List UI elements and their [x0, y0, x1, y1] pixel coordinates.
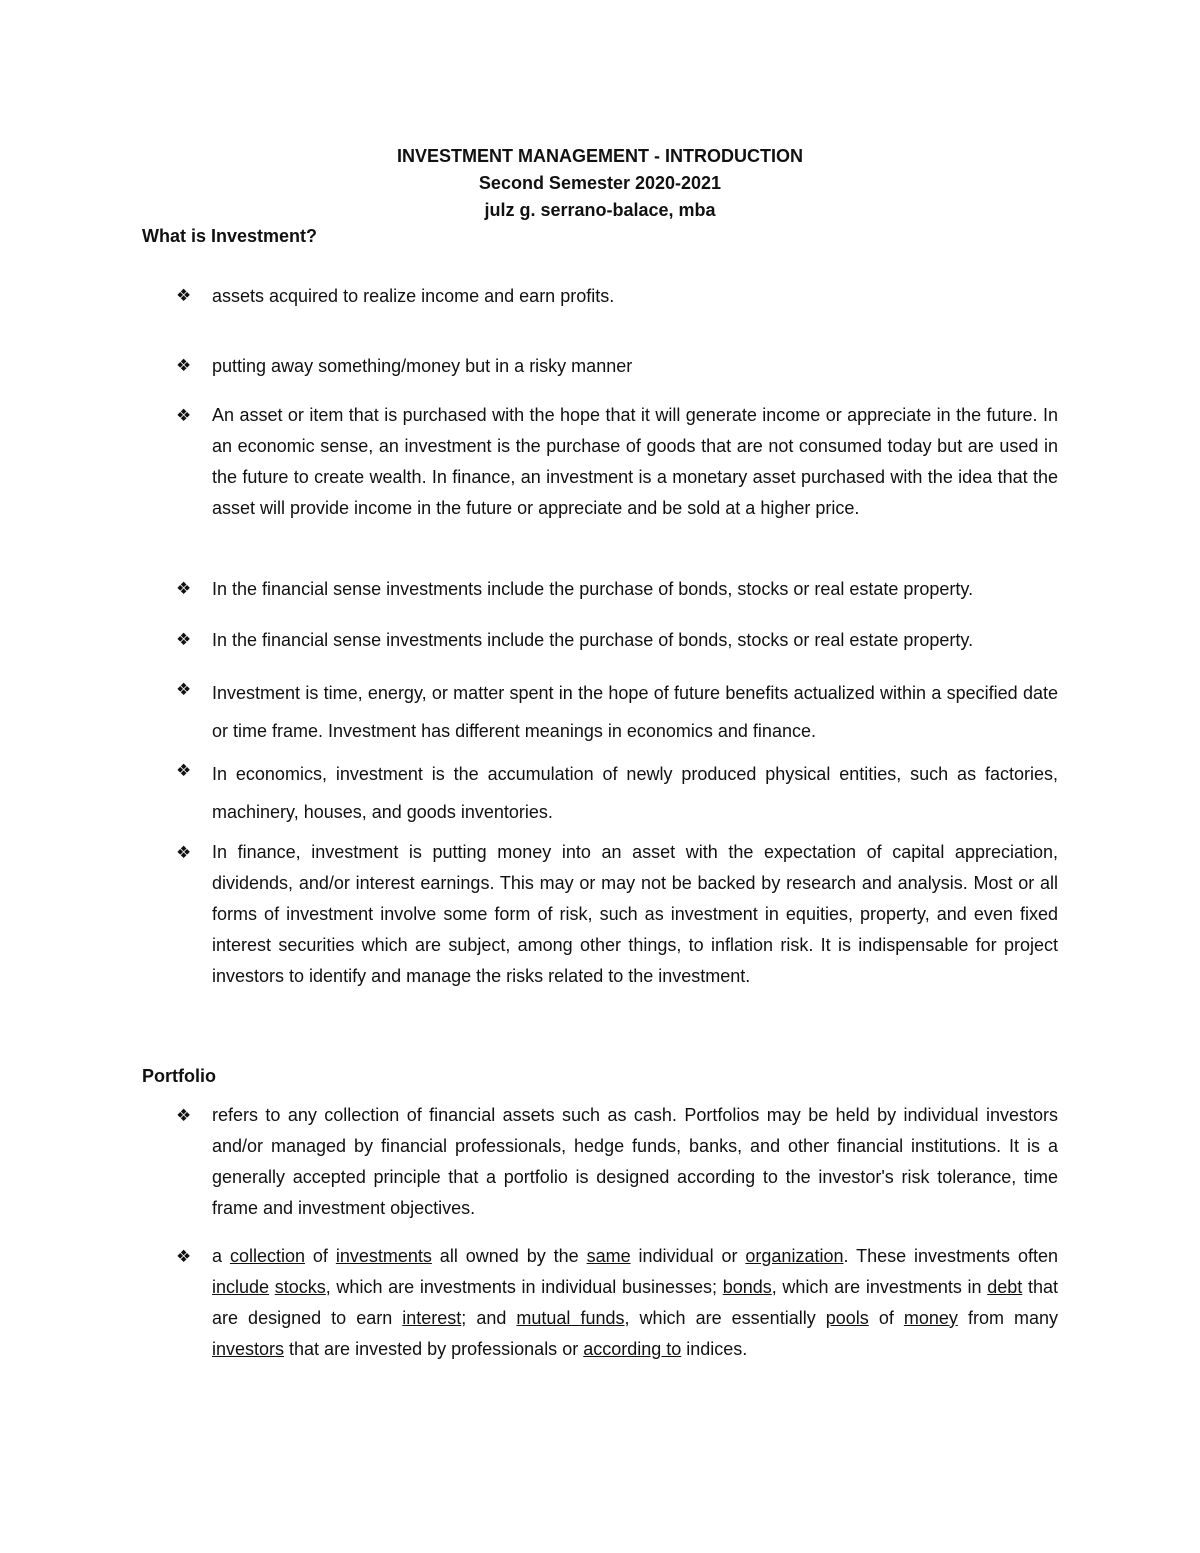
list-item: In economics, investment is the accumulation of newly produced physical entities, such as factories, machinery, houses, and goods inventories.: [212, 764, 1058, 822]
link-include[interactable]: include: [212, 1277, 270, 1297]
list-item: In finance, investment is putting money into an asset with the expectation of capital appreciation, dividends, and/or interest earnings. This may or may not be backed by research and analysis. Most or all forms of investment involve some form of risk, such as investment in equities, property, and even fixed interest securities which are subject, among other things, to inflation risk. It is indispensable for project investors to identify and manage the risks related to the investment.: [212, 842, 1058, 986]
diamond-bullet-icon: ❖: [176, 843, 192, 862]
diamond-bullet-icon: ❖: [176, 356, 192, 375]
diamond-bullet-icon: ❖: [176, 579, 192, 598]
link-mutual-funds[interactable]: mutual funds: [516, 1308, 625, 1328]
link-interest[interactable]: interest: [402, 1308, 462, 1328]
section-heading-portfolio: Portfolio: [142, 1066, 216, 1086]
author-line: julz g. serrano-balace, mba: [484, 200, 716, 220]
link-organization[interactable]: organization: [745, 1246, 844, 1266]
link-stocks[interactable]: stocks: [274, 1277, 326, 1297]
link-investors[interactable]: investors: [212, 1339, 285, 1359]
diamond-bullet-icon: ❖: [176, 761, 192, 780]
diamond-bullet-icon: ❖: [176, 630, 192, 649]
diamond-bullet-icon: ❖: [176, 680, 192, 699]
list-item: assets acquired to realize income and earn profits.: [212, 286, 615, 306]
diamond-bullet-icon: ❖: [176, 286, 192, 305]
list-item: An asset or item that is purchased with the hope that it will generate income or appreciate in the future. In an economic sense, an investment is the purchase of goods that are not consumed today but are used in the future to create wealth. In finance, an investment is a monetary asset purchased with the idea that the asset will provide income in the future or appreciate and be sold at a higher price.: [212, 405, 1058, 518]
diamond-bullet-icon: ❖: [176, 1247, 192, 1266]
link-same[interactable]: same: [586, 1246, 631, 1266]
link-investments[interactable]: investments: [335, 1246, 432, 1266]
list-item: Investment is time, energy, or matter spent in the hope of future benefits actualized within a specified date or time frame. Investment has different meanings in economics and finance.: [212, 683, 1058, 741]
list-item: In the financial sense investments include the purchase of bonds, stocks or real estate property.: [212, 579, 974, 599]
diamond-bullet-icon: ❖: [176, 1106, 192, 1125]
list-item: In the financial sense investments include the purchase of bonds, stocks or real estate property.: [212, 630, 974, 650]
document-title: INVESTMENT MANAGEMENT - INTRODUCTION: [397, 146, 803, 166]
diamond-bullet-icon: ❖: [176, 406, 192, 425]
list-item: putting away something/money but in a risky manner: [212, 356, 633, 376]
link-pools[interactable]: pools: [825, 1308, 869, 1328]
link-debt[interactable]: debt: [987, 1277, 1023, 1297]
section-heading-investment: What is Investment?: [142, 226, 318, 246]
semester-line: Second Semester 2020-2021: [478, 173, 722, 193]
link-collection[interactable]: collection: [229, 1246, 305, 1266]
link-money[interactable]: money: [903, 1308, 958, 1328]
list-item: a collection of investments all owned by the same individual or organization. These investments often include stocks, which are investments in individual businesses; bonds, which are investments in debt that are designed to earn interest; and mutual funds, which are essentially pools of money from many investors that are invested by professionals or according to indices.: [212, 1246, 1059, 1359]
list-item: refers to any collection of financial assets such as cash. Portfolios may be held by individual investors and/or managed by financial professionals, hedge funds, banks, and other financial institutions. It is a generally accepted principle that a portfolio is designed according to the investor's risk tolerance, time frame and investment objectives.: [212, 1105, 1058, 1218]
link-according-to[interactable]: according to: [583, 1339, 682, 1359]
link-bonds[interactable]: bonds: [722, 1277, 772, 1297]
